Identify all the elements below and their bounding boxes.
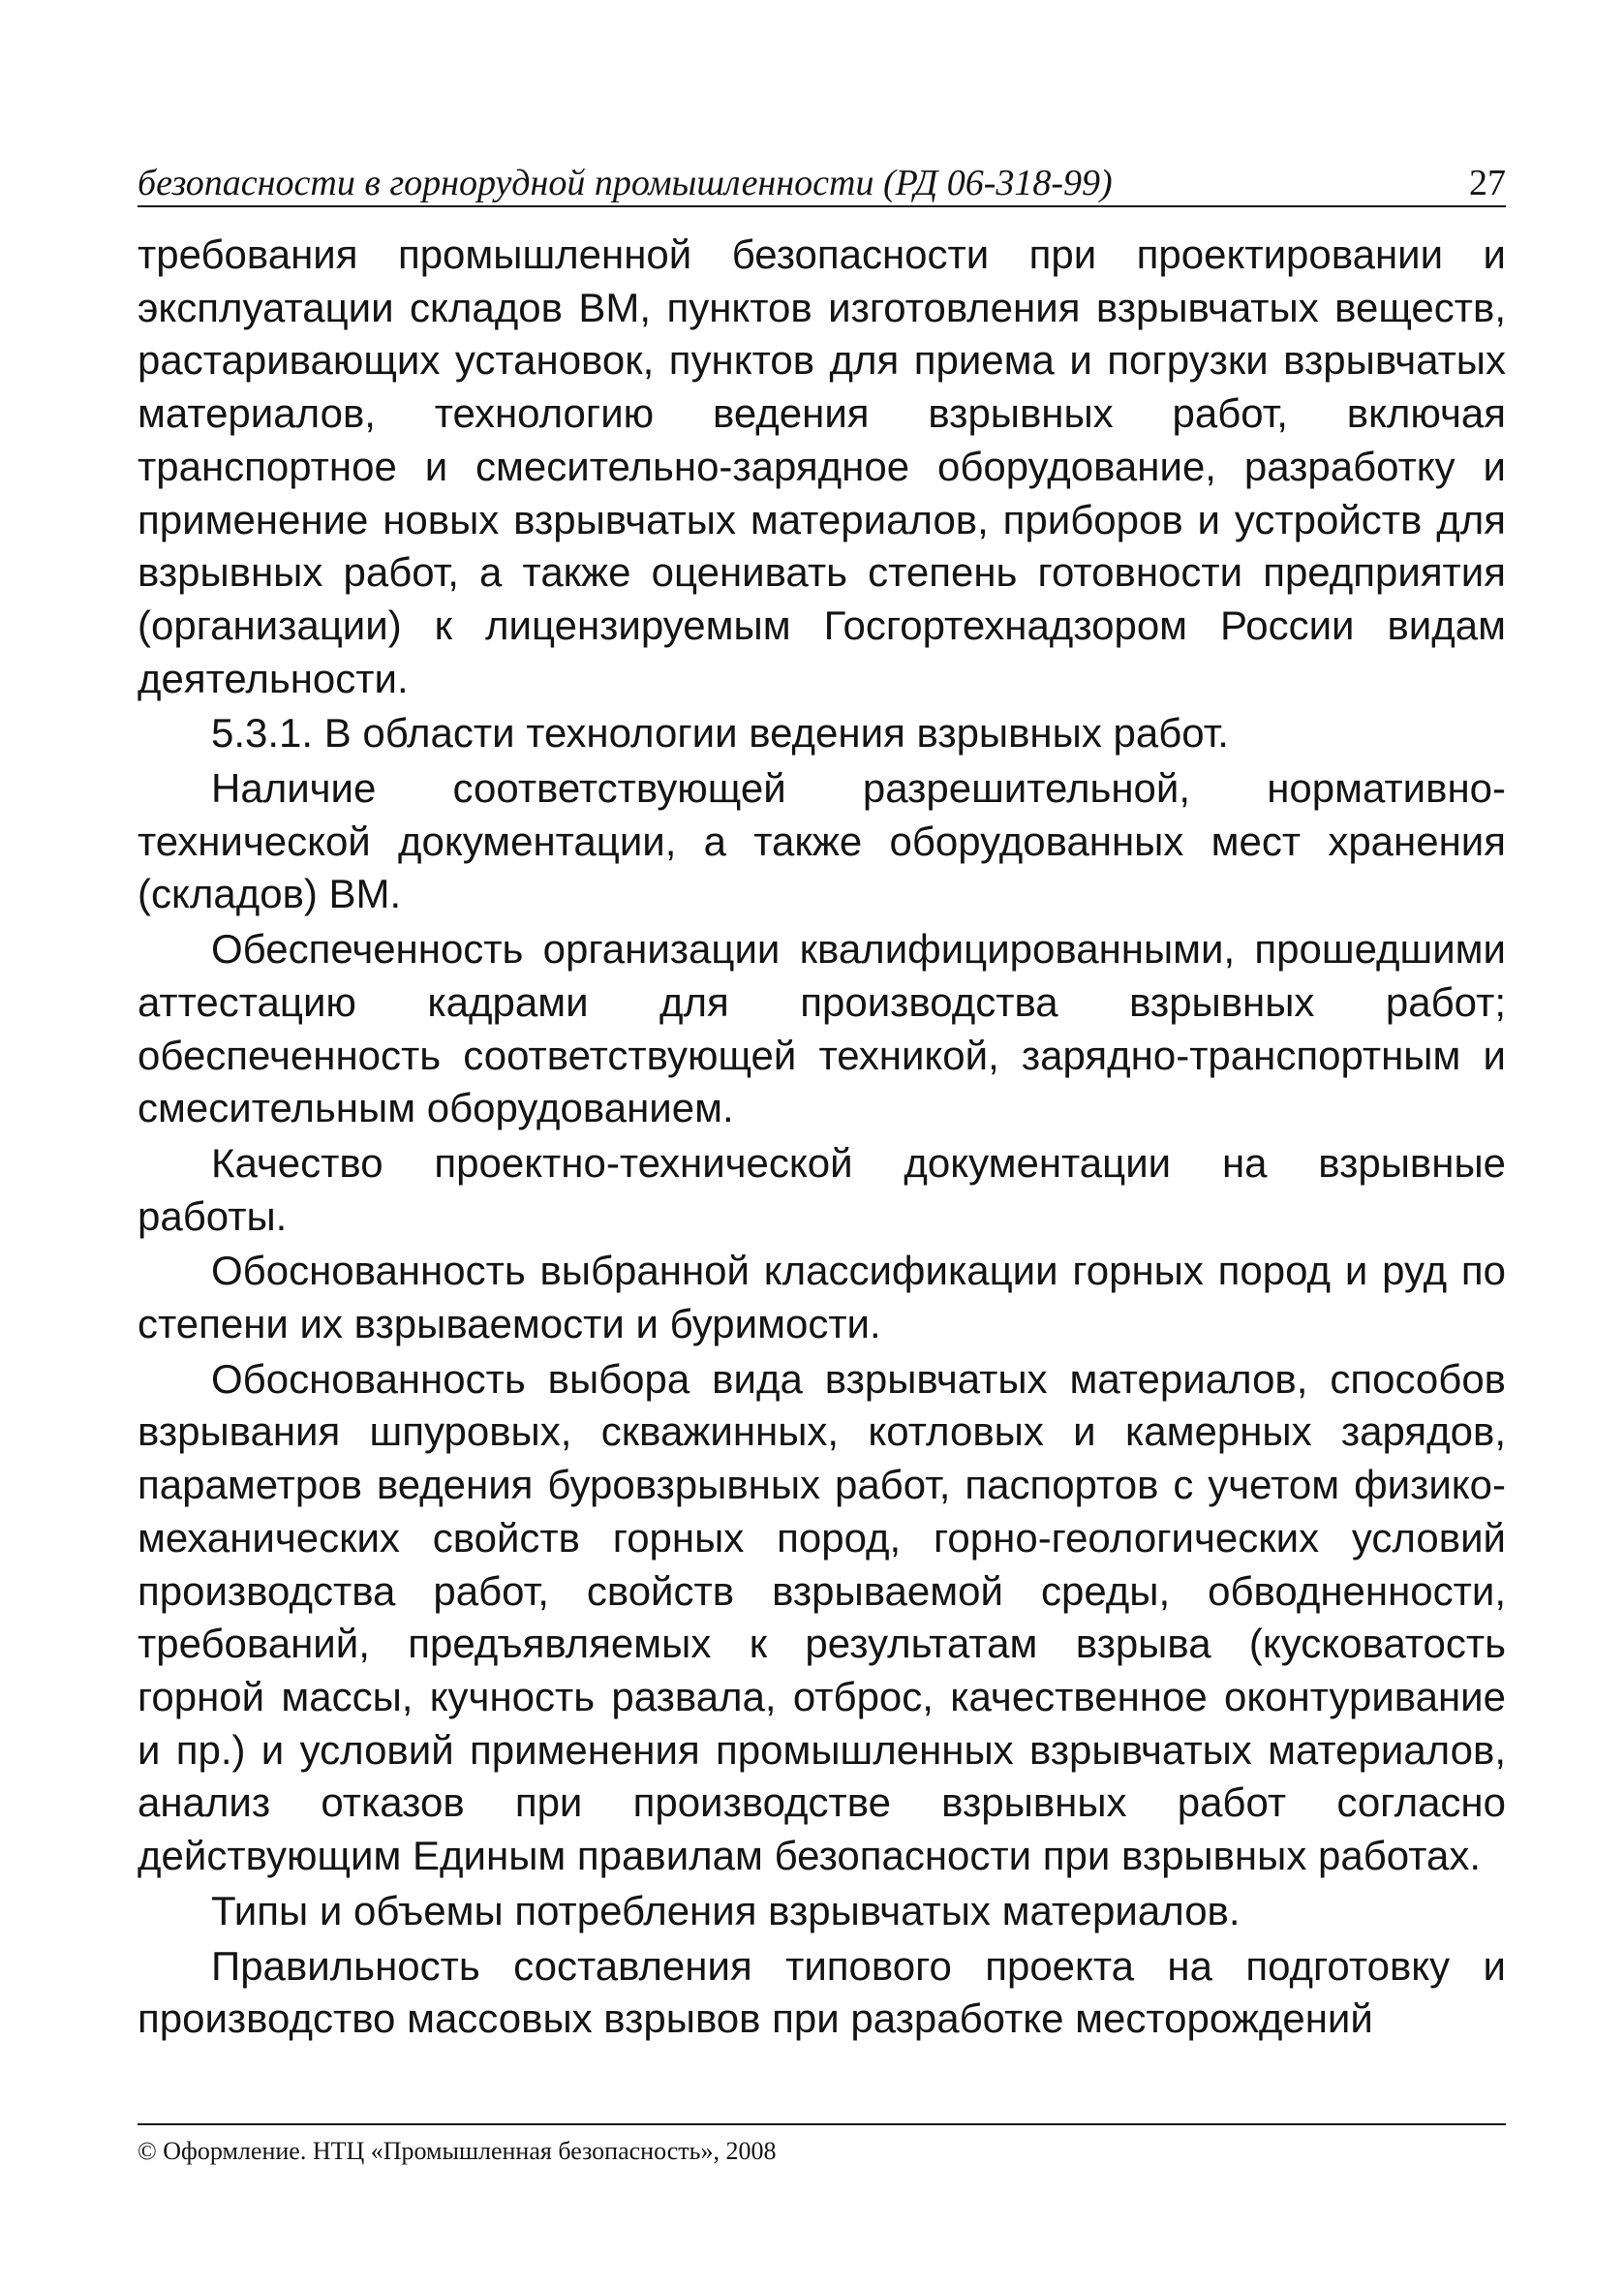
paragraph: Обоснованность выбранной классификации горных пород и руд по степени их взрываемости и буримости. — [138, 1248, 1506, 1347]
paragraph: Качество проектно-технической документации на взрывные работы. — [138, 1139, 1506, 1239]
paragraph: Обоснованность выбора вида взрывчатых материалов, способов взрывания шпуровых, скважинных, котловых и камерных зарядов, параметров ведения буровзрывных работ, паспортов с учетом физико-механических свойств горных пород, горно-геологических условий производства работ, свойств взрываемой среды, обводненности, требований, предъявляемых к результатам взрыва (кусковатость горной массы, кучность развала, отброс, качественное оконтуривание и пр.) и условий применения промышленных взрывчатых материалов, анализ отказов при производстве взрывных работ согласно действующим Единым правилам безопасности при взрывных работах. — [138, 1355, 1506, 1879]
page-header — [138, 145, 1506, 207]
paragraph: Наличие соответствующей разрешительной, нормативно-технической документации, а также оборудованных мест хранения (складов) ВМ. — [138, 765, 1506, 917]
paragraph: Обеспеченность организации квалифицированными, прошедшими аттестацию кадрами для производства взрывных работ; обеспеченность соответствующей техникой, зарядно-транспортным и смесительным оборудованием. — [138, 926, 1506, 1131]
paragraph: Правильность составления типового проекта на подготовку и производство массовых взрывов при разработке месторождений — [138, 1942, 1506, 2042]
paragraph: 5.3.1. В области технологии ведения взрывных работ. — [211, 710, 1229, 757]
page-number: 27 — [1469, 163, 1506, 203]
running-title: безопасности в горнорудной промышленности (РД 06-318-99) — [138, 163, 1113, 203]
paragraph: требования промышленной безопасности при проектировании и эксплуатации складов ВМ, пунктов изготовления взрывчатых веществ, растаривающих установок, пунктов для приема и погрузки взрывчатых материалов, технологию ведения взрывных работ, включая транспортное и смесительно-зарядное оборудование, разработку и применение новых взрывчатых материалов, приборов и устройств для взрывных работ, а также оценивать степень готовности предприятия (организации) к лицензируемым Госгортехнадзором России видам деятельности. — [138, 232, 1506, 701]
document-page — [138, 145, 1506, 2170]
copyright-notice: © Оформление. НТЦ «Промышленная безопасность», 2008 — [138, 2137, 777, 2165]
paragraph: Типы и объемы потребления взрывчатых материалов. — [211, 1887, 1241, 1933]
document-body — [138, 229, 1506, 2046]
page-footer — [138, 2123, 1506, 2164]
